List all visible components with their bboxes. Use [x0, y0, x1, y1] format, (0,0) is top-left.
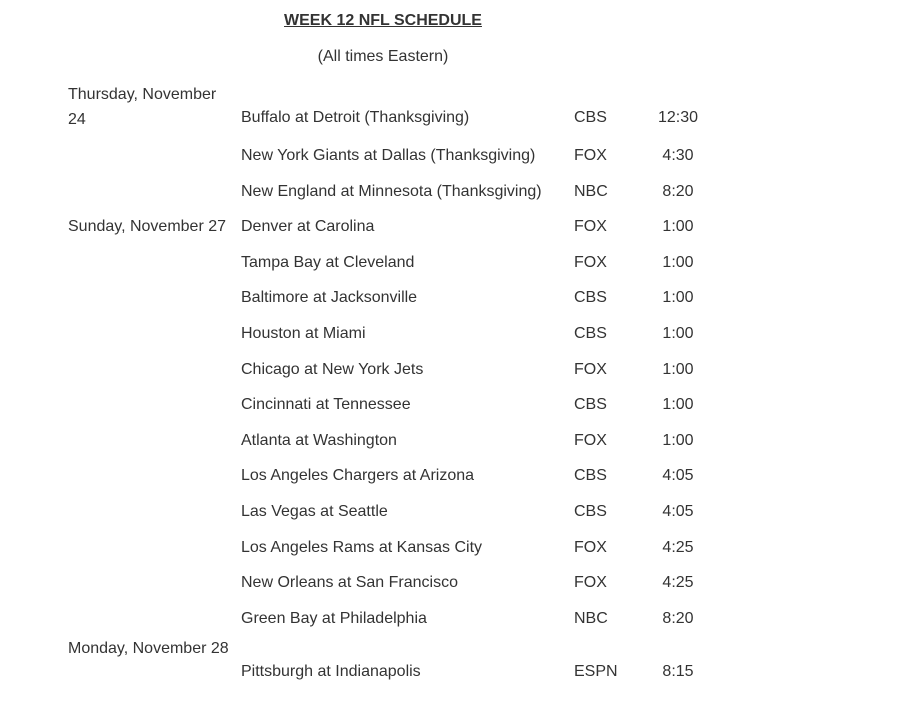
page-title: WEEK 12 NFL SCHEDULE	[284, 12, 482, 29]
game-network: NBC	[574, 182, 608, 200]
game-row	[68, 280, 788, 316]
game-matchup: Cincinnati at Tennessee	[241, 396, 411, 414]
game-time: 8:20	[662, 609, 694, 627]
game-network: FOX	[574, 360, 607, 378]
game-row	[68, 601, 788, 637]
game-row	[68, 138, 788, 174]
game-row	[68, 565, 788, 601]
game-row	[68, 82, 788, 138]
game-row	[68, 316, 788, 352]
game-matchup: Houston at Miami	[241, 324, 366, 342]
game-network: CBS	[574, 396, 607, 414]
game-time: 1:00	[662, 289, 694, 307]
game-row	[68, 458, 788, 494]
game-matchup: Tampa Bay at Cleveland	[241, 253, 415, 271]
game-row	[68, 494, 788, 530]
game-row	[68, 530, 788, 566]
game-network: CBS	[574, 502, 607, 520]
game-network: CBS	[574, 467, 607, 485]
game-network: CBS	[574, 109, 607, 126]
game-time: 4:25	[662, 538, 694, 556]
day-label: Monday, November 28	[68, 640, 229, 658]
game-network: NBC	[574, 609, 608, 627]
day-block-sunday	[68, 209, 788, 636]
game-time: 1:00	[662, 253, 694, 271]
game-row	[68, 387, 788, 423]
game-matchup: Buffalo at Detroit (Thanksgiving)	[241, 109, 470, 126]
timezone-note: (All times Eastern)	[317, 48, 449, 65]
day-block-thursday	[68, 82, 788, 209]
game-matchup: Baltimore at Jacksonville	[241, 289, 418, 307]
game-network: FOX	[574, 218, 607, 236]
schedule-table	[68, 82, 788, 692]
game-row	[68, 245, 788, 281]
game-row	[68, 352, 788, 388]
game-time: 1:00	[662, 218, 694, 236]
game-row	[68, 209, 788, 245]
game-network: ESPN	[574, 663, 618, 681]
game-matchup: Green Bay at Philadelphia	[241, 609, 427, 627]
game-matchup: Los Angeles Chargers at Arizona	[241, 467, 475, 485]
game-matchup: Chicago at New York Jets	[241, 360, 424, 378]
game-network: FOX	[574, 574, 607, 592]
game-network: FOX	[574, 431, 607, 449]
game-time: 12:30	[657, 109, 699, 126]
game-matchup: New England at Minnesota (Thanksgiving)	[241, 182, 542, 200]
game-time: 4:05	[662, 467, 694, 485]
game-matchup: Atlanta at Washington	[241, 431, 397, 449]
game-network: FOX	[574, 147, 607, 164]
game-time: 1:00	[662, 360, 694, 378]
game-matchup: New Orleans at San Francisco	[241, 574, 458, 592]
game-matchup: Los Angeles Rams at Kansas City	[241, 538, 483, 556]
game-time: 4:30	[662, 147, 694, 164]
game-row	[68, 174, 788, 210]
game-network: FOX	[574, 538, 607, 556]
game-time: 4:05	[662, 502, 694, 520]
day-block-monday	[68, 636, 788, 692]
game-matchup: Pittsburgh at Indianapolis	[241, 663, 421, 681]
day-label: Sunday, November 27	[68, 218, 227, 236]
game-network: CBS	[574, 289, 607, 307]
game-time: 1:00	[662, 396, 694, 414]
game-network: CBS	[574, 324, 607, 342]
day-label: Thursday, November 24	[68, 86, 217, 128]
game-row	[68, 636, 788, 692]
game-network: FOX	[574, 253, 607, 271]
game-matchup: Denver at Carolina	[241, 218, 375, 236]
game-time: 1:00	[662, 431, 694, 449]
game-time: 8:20	[662, 182, 694, 200]
game-matchup: Las Vegas at Seattle	[241, 502, 388, 520]
game-row	[68, 423, 788, 459]
game-time: 8:15	[662, 663, 694, 681]
game-time: 1:00	[662, 324, 694, 342]
game-matchup: New York Giants at Dallas (Thanksgiving)	[241, 147, 536, 164]
game-time: 4:25	[662, 574, 694, 592]
